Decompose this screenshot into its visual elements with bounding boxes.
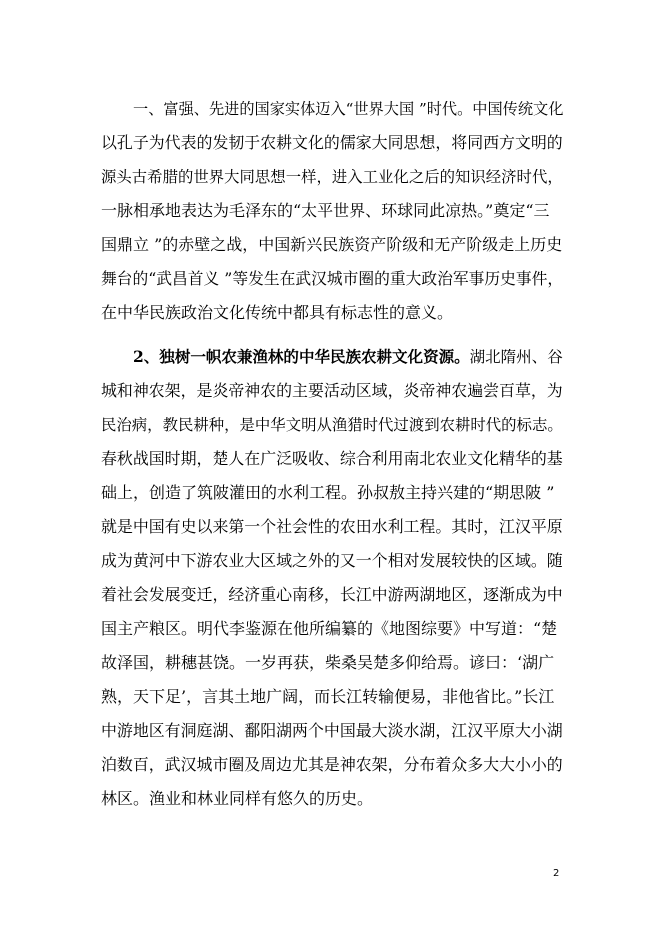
- paragraph-1: [101, 92, 563, 330]
- paragraph-1-line: 在中华民族政治文化传统中都具有标志性的意义。: [101, 303, 454, 322]
- paragraph-2-line: 国主产粮区。明代李鉴源在他所编纂的《地图综要》中写道：“楚: [101, 619, 558, 638]
- paragraph-2-line: 泊数百，武汉城市圈及周边尤其是神农架，分布着众多大大小小的: [101, 755, 563, 774]
- paragraph-1-line: 一、富强、先进的国家实体迈入“世界大国 ”时代。中国传统文化: [133, 100, 564, 118]
- paragraph-2-line: 就是中国有史以来第一个社会性的农田水利工程。其时，江汉平原: [101, 517, 563, 536]
- paragraph-2-line: 成为黄河中下游农业大区域之外的又一个相对发展较快的区域。随: [101, 551, 563, 570]
- paragraph-1-line: 舞台的“武昌首义 ”等发生在武汉城市圈的重大政治军事历史事件，: [101, 269, 564, 288]
- paragraph-2-line: 故泽国，耕穗甚饶。一岁再获，柴桑吴楚多仰给焉。谚曰：‘湖广: [101, 653, 555, 672]
- paragraph-2-line: 着社会发展变迁，经济重心南移，长江中游两湖地区，逐渐成为中: [101, 585, 563, 604]
- paragraph-1-line: 以孔子为代表的发韧于农耕文化的儒家大同思想，将同西方文明的: [101, 133, 563, 152]
- paragraph-2: [101, 340, 563, 816]
- paragraph-2-line: 春秋战国时期，楚人在广泛吸收、综合利用南北农业文化精华的基: [101, 449, 563, 468]
- paragraph-2-first-line: [101, 340, 563, 374]
- paragraph-2-line: 础上，创造了筑陂灌田的水利工程。孙叔敖主持兴建的“期思陂 ”: [101, 483, 555, 502]
- page-number: 2: [553, 868, 560, 879]
- paragraph-1-line: 源头古希腊的世界大同思想一样，进入工业化之后的知识经济时代，: [101, 168, 563, 186]
- paragraph-2-line: 城和神农架，是炎帝神农的主要活动区域，炎帝神农遍尝百草，为: [101, 381, 563, 400]
- paragraph-1-line: 国鼎立 ”的赤壁之战，中国新兴民族资产阶级和无产阶级走上历史: [101, 235, 563, 254]
- paragraph-2-heading: 2、独树一帜农兼渔林的中华民族农耕文化资源。: [133, 347, 470, 366]
- paragraph-2-line: 林区。渔业和林业同样有悠久的历史。: [101, 789, 374, 808]
- paragraph-2-line: 熟，天下足’，言其土地广阔，而长江转输便易，非他省比。”长江: [101, 687, 555, 706]
- paragraph-2-line: 中游地区有洞庭湖、鄱阳湖两个中国最大淡水湖，江汉平原大小湖: [101, 721, 563, 740]
- paragraph-2-line: 民治病，教民耕种，是中华文明从渔猎时代过渡到农耕时代的标志。: [101, 416, 563, 434]
- paragraph-2-first-line-rest: 湖北隋州、谷: [469, 348, 563, 366]
- paragraph-1-line: 一脉相承地表达为毛泽东的“太平世界、环球同此凉热。”奠定“三: [101, 201, 550, 220]
